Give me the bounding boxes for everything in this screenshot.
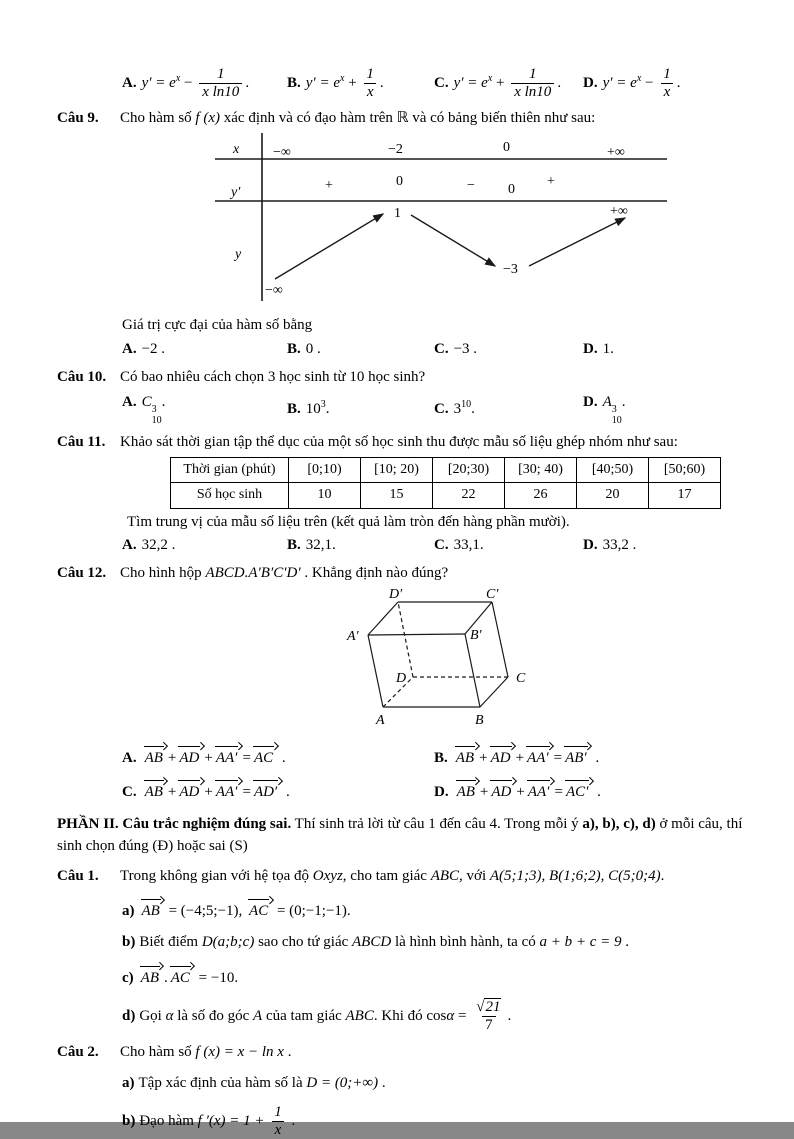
q11-answer-b: B. 32,1.	[287, 537, 336, 554]
q11-sub-question: Tìm trung vị của mẫu số liệu trên (kết quả làm tròn đến hàng phần mười).	[127, 513, 570, 530]
bbt-sign: 0	[396, 174, 403, 190]
superscript: x	[175, 73, 181, 85]
question-9	[57, 108, 744, 130]
q11-answer-row	[122, 535, 744, 557]
bbt-x-value: +∞	[607, 145, 625, 161]
q11-answer-a: A. 32,2 .	[122, 537, 176, 554]
p2q1-item-a: a) AB = (−4;5;−1), AC = (0;−1;−1).	[122, 896, 744, 923]
p2q2-item-a: a) Tập xác định của hàm số là D = (0;+∞) .	[122, 1074, 386, 1091]
variation-table-figure	[215, 133, 744, 313]
question-label: Câu 1.	[57, 867, 99, 884]
vertex-label-c: C	[516, 670, 526, 686]
q12-answer-c: C. AB + AD + AA′ = AD′ .	[122, 777, 434, 804]
formula-text: y′ = e	[453, 75, 488, 92]
vertex-label-c-prime: C′	[486, 586, 499, 602]
table-header-cell: Số học sinh	[171, 483, 289, 508]
fraction: $\frac{1}{\text{x ln10}}$	[199, 66, 242, 102]
q11-answer-c: C. 33,1.	[434, 537, 484, 554]
question-label: Câu 9.	[57, 109, 99, 126]
p2q1-item-b: b) Biết điểm D(a;b;c) sao cho tứ giác ABCD là hình bình hành, ta có a + b + c = 9 .	[122, 934, 630, 951]
q10-answer-d: D. A 3 10 .	[583, 394, 626, 426]
q9-answer-b: B. 0 .	[287, 340, 321, 357]
superscript: x	[636, 73, 642, 85]
q12-answer-grid	[122, 743, 744, 805]
vector: AA′	[214, 745, 242, 770]
question-11	[57, 432, 744, 454]
radical-sign: √	[476, 998, 485, 1015]
q10-answer-row	[122, 392, 744, 426]
q8-answer-b: B. $y' = e^x$ + $\frac{1}{x}$ .	[287, 66, 384, 101]
answer-label: B.	[287, 75, 301, 92]
bbt-y-start: −∞	[265, 283, 283, 299]
table-cell: [10; 20)	[361, 458, 433, 483]
part2-header: PHẦN II. Câu trắc nghiệm đúng sai. Thí sinh trả lời từ câu 1 đến câu 4. Trong mỗi ý a), b), c), d) ở mỗi câu, thí sinh chọn đúng (Đ) hoặc sai (S)	[57, 816, 743, 854]
square-root: √21	[476, 998, 501, 1015]
operator: −	[180, 75, 197, 92]
vector: AB	[139, 965, 163, 990]
bbt-row-label-x: x	[233, 142, 240, 158]
operator: −	[641, 75, 658, 92]
question-text: Trong không gian với hệ tọa độ Oxyz, cho tam giác ABC, với A(5;1;3), B(1;6;2), C(5;0;4).	[120, 867, 665, 884]
bbt-y-end: +∞	[610, 204, 628, 220]
bbt-row-label-y: y	[235, 247, 242, 263]
table-cell: [0;10)	[289, 458, 361, 483]
parallelepiped-figure	[345, 587, 744, 741]
q10-answer-c: C. $3^{10}$.	[434, 398, 475, 417]
q8-answer-a: A. $y' = e^x$ − $\frac{1}{\text{x ln10}}$ .	[122, 66, 250, 101]
vector: AD	[177, 745, 203, 770]
q12-answer-d: D. AB + AD + AA′ = AC′ .	[434, 777, 744, 804]
vector: AB	[143, 779, 167, 804]
q12-answer-b: B. AB + AD + AA′ = AB′ .	[434, 743, 744, 770]
q8-answer-c: C. $y' = e^x$ + $\frac{1}{\text{x ln10}}$ .	[434, 66, 562, 101]
bbt-sign: 0	[508, 182, 515, 198]
answer-label: D.	[583, 75, 598, 92]
vector: AA′	[525, 745, 553, 770]
question-text: Khảo sát thời gian tập thể dục của một số học sinh thu được mẫu số liệu ghép nhóm như sau:	[120, 434, 678, 451]
q9-answer-c: C. −3 .	[434, 340, 478, 357]
fraction: $\frac{1}{\text{x ln10}}$	[511, 66, 554, 102]
q8-answer-d: D. $y' = e^x$ − $\frac{1}{x}$ .	[583, 66, 681, 101]
fraction: $\frac{1}{x}$	[271, 1104, 285, 1139]
table-cell: 15	[361, 483, 433, 508]
q12-answer-a: A. AB + AD + AA′ = AC .	[122, 743, 434, 770]
vector: AB	[455, 779, 479, 804]
question-label: Câu 11.	[57, 434, 106, 451]
table-cell: 17	[649, 483, 721, 508]
table-cell: 20	[577, 483, 649, 508]
operator: +	[344, 75, 361, 92]
fraction: $\frac{1}{x}$	[363, 66, 377, 102]
bbt-x-value: 0	[503, 140, 510, 156]
q8-answer-row	[122, 66, 744, 102]
question-12	[57, 563, 744, 585]
question-text: Cho hình hộp ABCD.A′B′C′D′ . Khẳng định nào đúng?	[120, 565, 449, 582]
table-cell: [20;30)	[433, 458, 505, 483]
vector: AD	[177, 779, 203, 804]
q9-answer-row	[122, 339, 744, 361]
vector: AB′	[563, 745, 591, 770]
operator: +	[492, 75, 509, 92]
sub-sup-scripts: 3 10	[611, 404, 622, 426]
vertex-label-b-prime: B′	[470, 627, 482, 643]
table-row	[171, 483, 721, 508]
table-cell: [50;60)	[649, 458, 721, 483]
p2q1-item-d: d) Gọi α là số đo góc A của tam giác ABC. Khi đó cosα = $\frac{√21}{7}$ .	[122, 998, 512, 1033]
bbt-x-value: −2	[388, 142, 403, 158]
q10-answer-b: B. $10^3$.	[287, 398, 330, 417]
vector: AB	[140, 898, 164, 923]
vector: AC′	[564, 779, 592, 804]
vector: AA′	[526, 779, 554, 804]
question-10	[57, 367, 744, 389]
part2-question-1	[57, 866, 744, 888]
question-label: Câu 12.	[57, 565, 107, 582]
p2q2-item-b: b) Đạo hàm f ′(x) = 1 + $\frac{1}{x}$ .	[122, 1103, 296, 1138]
q11-answer-d: D. 33,2 .	[583, 537, 637, 554]
vertex-label-a-prime: A′	[347, 628, 359, 644]
vertex-label-a: A	[376, 712, 385, 728]
superscript: x	[487, 73, 493, 85]
table-cell: 22	[433, 483, 505, 508]
bbt-x-value: −∞	[273, 145, 291, 161]
sub-sup-scripts: 3 10	[151, 404, 162, 426]
table-header-cell: Thời gian (phút)	[171, 458, 289, 483]
table-cell: 26	[505, 483, 577, 508]
table-cell: [30; 40)	[505, 458, 577, 483]
q9-answer-a: A. −2 .	[122, 340, 166, 357]
bbt-sign: +	[325, 178, 333, 194]
table-cell: 10	[289, 483, 361, 508]
p2q1-item-c: c) AB . AC = −10.	[122, 963, 744, 990]
frequency-table	[170, 457, 721, 509]
q9-sub-question: Giá trị cực đại của hàm số bằng	[122, 317, 313, 333]
question-text: Có bao nhiêu cách chọn 3 học sinh từ 10 học sinh?	[120, 368, 426, 385]
vector: AD	[489, 745, 515, 770]
q10-answer-a: A. C 3 10 .	[122, 394, 166, 426]
bbt-sign: +	[547, 174, 555, 190]
vector: AC	[169, 965, 194, 990]
vector: AC	[247, 898, 272, 923]
vector: AD′	[252, 779, 281, 804]
bbt-y-min: −3	[503, 262, 518, 278]
fraction: $\frac{√21}{7}$	[473, 999, 504, 1035]
answer-label: A.	[122, 75, 137, 92]
vector: AD	[489, 779, 515, 804]
question-text: Cho hàm số f (x) xác định và có đạo hàm trên ℝ và có bảng biến thiên như sau:	[120, 109, 596, 126]
question-text: Cho hàm số f (x) = x − ln x .	[120, 1044, 292, 1061]
table-cell: [40;50)	[577, 458, 649, 483]
formula-text: y′ = e	[602, 75, 637, 92]
vector: AC	[252, 745, 277, 770]
answer-label: C.	[434, 75, 449, 92]
formula-text: y′ = e	[305, 75, 340, 92]
vector: AA′	[214, 779, 242, 804]
vector: AB	[143, 745, 167, 770]
bbt-row-label-yprime: y′	[231, 185, 241, 201]
vertex-label-d: D	[396, 670, 407, 686]
question-label: Câu 10.	[57, 368, 107, 385]
fraction: $\frac{1}{x}$	[660, 66, 674, 102]
question-label: Câu 2.	[57, 1044, 99, 1061]
bbt-sign: −	[467, 178, 475, 194]
table-row	[171, 458, 721, 483]
formula-text: y′ = e	[141, 75, 176, 92]
vector: AB	[454, 745, 478, 770]
superscript: x	[339, 73, 345, 85]
vertex-label-b: B	[475, 712, 484, 728]
q9-answer-d: D. 1.	[583, 340, 614, 357]
vertex-label-d-prime: D′	[389, 586, 403, 602]
part2-question-2	[57, 1042, 744, 1064]
bbt-y-max: 1	[394, 206, 401, 222]
